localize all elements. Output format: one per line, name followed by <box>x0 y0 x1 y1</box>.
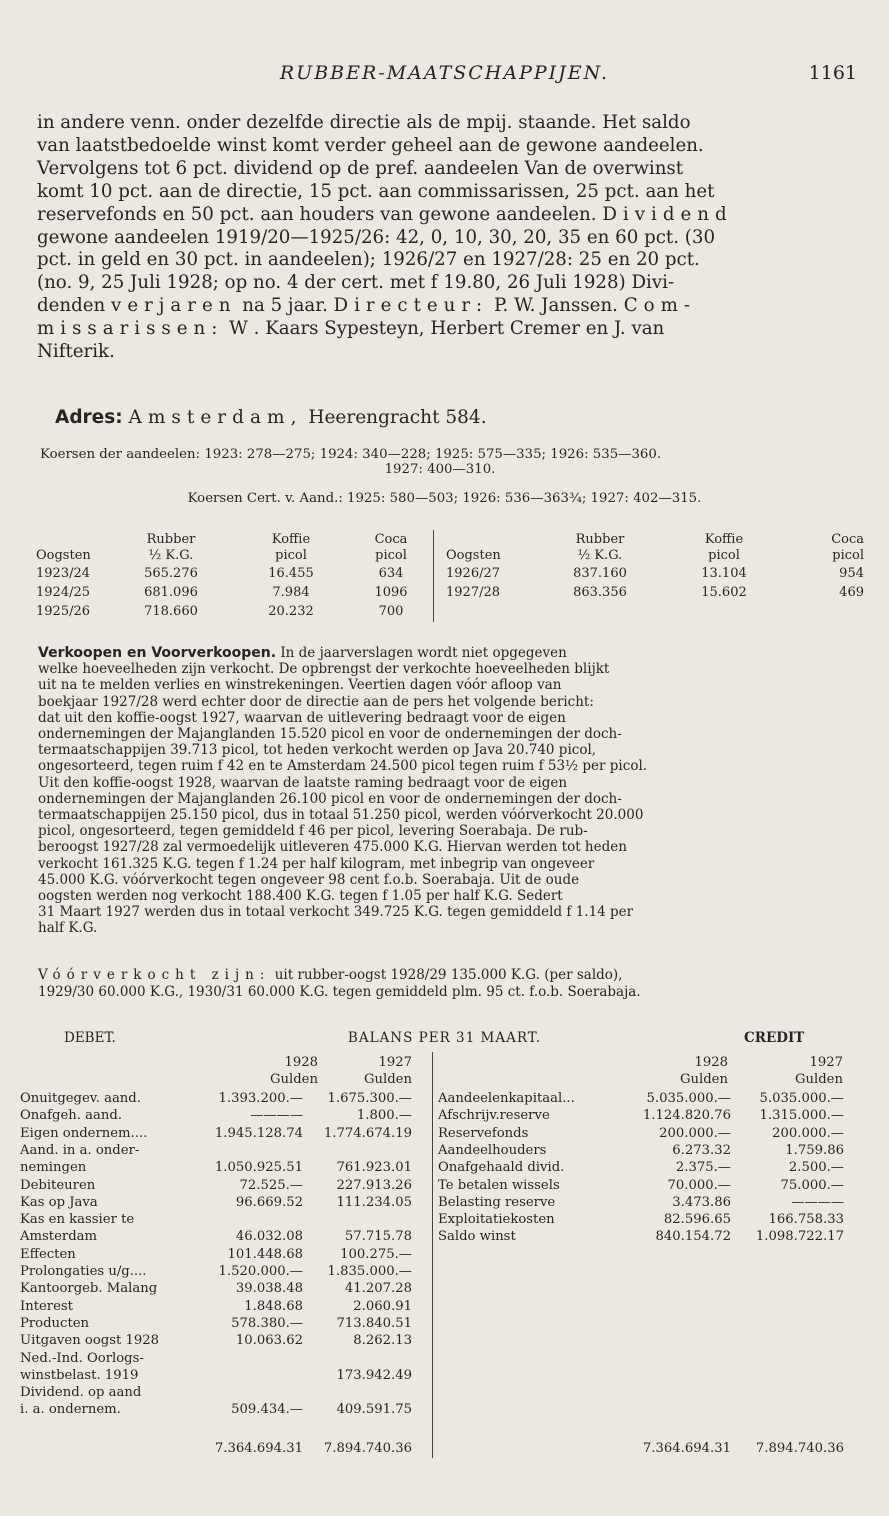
text-line: Nifterik. <box>37 341 115 363</box>
text-line <box>38 967 860 984</box>
text-line: oogsten werden nog verkocht 188.400 K.G. tegen f 1.05 per half K.G. Sedert <box>38 888 563 905</box>
text-line: half K.G. <box>38 920 98 937</box>
balans-row-value: 1.098.722.17 <box>755 1229 844 1245</box>
balans-row-value: 578.380.— <box>231 1315 303 1331</box>
balans-row-label: Kantoorgeb. Malang <box>20 1281 158 1297</box>
balans-row-label: Reservefonds <box>438 1125 529 1141</box>
balans-divider <box>432 1052 433 1458</box>
table-header-cell: Rubber <box>146 532 196 547</box>
koersen-cert-label: Koersen Cert. v. Aand.: <box>187 491 343 506</box>
text-line <box>37 204 860 227</box>
balans-row-value: 5.035.000.— <box>646 1091 731 1106</box>
year-header: 1928 <box>694 1055 728 1070</box>
text-line: 45.000 K.G. vóórverkocht tegen ongeveer 98 cent f.o.b. Soerabaja. Uit de oude <box>38 871 580 888</box>
table-header-cell: Rubber <box>575 532 625 547</box>
balans-credit-heading: CREDIT <box>744 1030 805 1046</box>
text-line: ongesorteerd, tegen ruim f 42 en te Amsterdam 24.500 picol tegen ruim f 53½ per picol. <box>38 758 648 775</box>
unit-header: Gulden <box>364 1072 412 1087</box>
balans-row-value: ———— <box>250 1108 303 1124</box>
intro-paragraph <box>37 112 860 364</box>
table-header-cell: ½ K.G. <box>148 548 194 563</box>
adres-city: Amsterdam, <box>128 407 303 428</box>
table-cell: 681.096 <box>144 585 198 600</box>
voorverkocht-paragraph <box>38 967 860 1000</box>
balans-row-label: Aandeelhouders <box>438 1142 547 1158</box>
balans-row-label: Effecten <box>20 1246 76 1262</box>
balans-row-value: 2.060.91 <box>353 1298 412 1314</box>
unit-header: Gulden <box>680 1072 728 1087</box>
verkoopen-heading: Verkoopen en Voorverkoopen. <box>38 645 277 661</box>
credit-total: 7.364.694.31 <box>642 1441 731 1456</box>
text-line: ondernemingen der Majanglanden 15.520 picol en voor de ondernemingen der doch- <box>38 726 622 743</box>
table-header-cell: ½ K.G. <box>577 548 623 563</box>
balans-row-value: 57.715.78 <box>344 1229 412 1245</box>
text-fragment: In de jaarverslagen wordt niet opgegeven <box>280 645 567 661</box>
text-line: komt 10 pct. aan de directie, 15 pct. aan commissarissen, 25 pct. aan het <box>37 180 715 202</box>
adres-label: Adres: <box>55 407 123 428</box>
voorverkocht-label: Vóórverkocht zijn: <box>38 967 271 983</box>
balans-row-value: 75.000.— <box>780 1177 844 1193</box>
table-cell: 700 <box>378 604 404 619</box>
table-cell: 7.984 <box>272 585 310 600</box>
balans-row-label: winstbelast. 1919 <box>20 1367 139 1383</box>
text-line: uit na te melden verlies en winstrekeningen. Veertien dagen vóór afloop van <box>38 677 562 694</box>
koersen-label: Koersen der aandeelen: <box>40 447 201 462</box>
balans-row-label: Belasting reserve <box>438 1194 556 1210</box>
balans-row-value: 96.669.52 <box>235 1194 303 1210</box>
table-cell: 13.104 <box>701 566 747 581</box>
table-cell: 565.276 <box>144 566 198 581</box>
text-fragment: na 5 jaar. <box>242 295 328 317</box>
table-cell: 634 <box>378 566 404 581</box>
koersen-aandeelen <box>40 447 860 477</box>
balans-row-value: 1.835.000.— <box>327 1264 412 1279</box>
balans-title: BALANS PER 31 MAART. <box>347 1030 542 1046</box>
koersen-cert <box>0 491 889 506</box>
balans-row-label: Eigen ondernem.... <box>20 1125 148 1141</box>
balans-row-value: 39.038.48 <box>235 1281 303 1297</box>
balans-row-value: 1.315.000.— <box>759 1108 844 1124</box>
table-header-cell: Koffie <box>704 532 744 547</box>
table-cell: 718.660 <box>144 604 198 619</box>
text-line <box>37 295 860 318</box>
text-line: 31 Maart 1927 werden dus in totaal verkocht 349.725 K.G. tegen gemiddeld f 1.14 per <box>38 904 634 921</box>
balans-row-value: 3.473.86 <box>672 1194 731 1210</box>
balans-row-value: 1.945.128.74 <box>214 1125 303 1141</box>
balans-row-value: 41.207.28 <box>344 1281 412 1297</box>
balans-row-label: Aandeelenkapitaal... <box>438 1091 575 1106</box>
directeur-label: Directeur: <box>333 295 489 317</box>
balans-row-label: Producten <box>20 1315 90 1331</box>
balans-credit-side <box>438 1055 868 1475</box>
balans-row-value: 409.591.75 <box>336 1402 412 1418</box>
table-header-cell: Oogsten <box>36 548 91 563</box>
text-line: 1929/30 60.000 K.G., 1930/31 60.000 K.G. tegen gemiddeld plm. 95 ct. f.o.b. Soerabaja. <box>38 983 641 1000</box>
table-cell: 20.232 <box>268 604 314 619</box>
balans-row-label: Ned.-Ind. Oorlogs- <box>20 1350 144 1366</box>
balans-row-value: 70.000.— <box>667 1177 731 1193</box>
year-header: 1927 <box>809 1055 843 1070</box>
balans-row-value: 1.800.— <box>356 1108 412 1124</box>
balans-debet-side <box>20 1055 432 1475</box>
balans-row-label: Prolongaties u/g.... <box>20 1264 147 1279</box>
koersen-values: 1923: 278—275; 1924: 340—228; 1925: 575—335; 1926: 535—360. <box>204 447 662 462</box>
table-header-cell: Coca <box>831 532 864 547</box>
text-line: van laatstbedoelde winst komt verder geheel aan de gewone aandeelen. <box>37 134 704 156</box>
balans-row-value: 227.913.26 <box>336 1177 412 1193</box>
debet-total: 7.364.694.31 <box>214 1441 303 1456</box>
balans-row-value: 1.393.200.— <box>218 1091 303 1106</box>
dividend-label: Dividend <box>602 203 733 225</box>
balans-row-value: 1.124.820.76 <box>642 1108 731 1124</box>
table-cell: 16.455 <box>268 566 314 581</box>
text-line <box>38 645 860 661</box>
balans-row-value: 509.434.— <box>231 1402 303 1418</box>
page-number: 1161 <box>808 62 857 84</box>
text-line: dat uit den koffie-oogst 1927, waarvan de uitlevering bedraagt voor de eigen <box>38 709 566 726</box>
text-line: termaatschappijen 39.713 picol, tot heden verkocht werden op Java 20.740 picol, <box>38 742 597 759</box>
text-line: in andere venn. onder dezelfde directie als de mpij. staande. Het saldo <box>37 112 691 133</box>
table-header-cell: picol <box>275 548 307 563</box>
verkoopen-paragraph <box>38 645 860 937</box>
table-header-cell: Oogsten <box>446 548 501 563</box>
balans-row-value: 6.273.32 <box>672 1142 731 1158</box>
table-cell: 1926/27 <box>446 566 501 581</box>
year-header: 1927 <box>378 1055 412 1070</box>
verjaren-label: verjaren <box>111 295 237 317</box>
balans-row-value: 8.262.13 <box>353 1333 412 1349</box>
koersen-values-2: 1927: 400—310. <box>384 462 496 477</box>
table-header-cell: Koffie <box>271 532 311 547</box>
balans-row-value: 1.774.674.19 <box>323 1125 412 1141</box>
balans-row-label: Interest <box>20 1298 73 1314</box>
adres-line <box>55 407 487 428</box>
table-divider <box>433 530 434 622</box>
debet-total: 7.894.740.36 <box>323 1441 412 1456</box>
balans-row-value: 2.500.— <box>788 1160 844 1176</box>
balans-row-value: 761.923.01 <box>336 1160 412 1176</box>
balans-row-label: Onafgehaald divid. <box>438 1160 565 1176</box>
balans-row-label: Afschrijv.reserve <box>438 1108 550 1124</box>
balans-row-label: Kas op Java <box>20 1194 98 1210</box>
balans-row-value: 100.275.— <box>340 1246 412 1262</box>
text-line: Uit den koffie-oogst 1928, waarvan de laatste raming bedraagt voor de eigen <box>38 774 568 791</box>
table-cell: 863.356 <box>573 585 627 600</box>
table-cell: 1923/24 <box>36 566 91 581</box>
table-header-cell: picol <box>708 548 740 563</box>
text-fragment: reservefonds en 50 pct. aan houders van gewone aandeelen. <box>37 203 597 225</box>
balans-row-label: Onuitgegev. aand. <box>20 1091 141 1106</box>
balans-row-value: 10.063.62 <box>235 1333 303 1349</box>
directeur-value: P. W. Janssen. <box>493 295 618 317</box>
balans-row-label: Uitgaven oogst 1928 <box>20 1333 160 1349</box>
text-line: boekjaar 1927/28 werd echter door de directie aan de pers het volgende bericht: <box>38 693 594 710</box>
text-line: ondernemingen der Majanglanden 26.100 picol en voor de ondernemingen der doch- <box>38 790 622 807</box>
commissarissen-value: W . Kaars Sypesteyn, Herbert Cremer en J. van <box>229 318 665 340</box>
commissarissen-label: Com- <box>623 295 697 317</box>
balans-row-label: Onafgeh. aand. <box>20 1108 123 1124</box>
adres-street: Heerengracht 584. <box>308 407 487 428</box>
balans-row-value: 166.758.33 <box>768 1212 844 1228</box>
balans-debet-heading: DEBET. <box>64 1030 116 1046</box>
page-header <box>0 62 889 88</box>
table-cell: 1925/26 <box>36 604 91 619</box>
text-fragment: denden <box>37 295 106 317</box>
balans-row-value: 1.520.000.— <box>218 1264 303 1279</box>
balans-row-label: Amsterdam <box>20 1229 98 1245</box>
balans-row-value: 1.675.300.— <box>327 1091 412 1106</box>
balans-row-label: Debiteuren <box>20 1177 96 1193</box>
balans-row-label: Kas en kassier te <box>20 1212 135 1228</box>
balans-row-value: 840.154.72 <box>655 1229 731 1245</box>
table-header-cell: picol <box>832 548 864 563</box>
balans-row-label: Te betalen wissels <box>438 1177 560 1193</box>
table-cell: 1096 <box>374 585 408 600</box>
balans-row-value: 200.000.— <box>772 1125 844 1141</box>
balans-row-value: ———— <box>791 1194 844 1210</box>
text-line: termaatschappijen 25.150 picol, dus in totaal 51.250 picol, werden vóórverkocht 20.000 <box>38 807 644 824</box>
balans-row-value: 111.234.05 <box>336 1194 412 1210</box>
balans-row-value: 5.035.000.— <box>759 1091 844 1106</box>
text-line: picol, ongesorteerd, tegen gemiddeld f 46 per picol, levering Soerabaja. De rub- <box>38 823 588 840</box>
credit-total: 7.894.740.36 <box>755 1441 844 1456</box>
unit-header: Gulden <box>795 1072 843 1087</box>
unit-header: Gulden <box>270 1072 318 1087</box>
table-header-cell: Coca <box>374 532 408 547</box>
balans-row-label: Exploitatiekosten <box>438 1212 555 1228</box>
balans-row-label: Aand. in a. onder- <box>20 1142 140 1158</box>
commissarissen-label: missarissen: <box>37 318 224 340</box>
table-cell: 954 <box>839 566 864 581</box>
balans-row-value: 2.375.— <box>675 1160 731 1176</box>
year-header: 1928 <box>284 1055 318 1070</box>
balans-row-value: 46.032.08 <box>235 1229 303 1245</box>
koersen-cert-values: 1925: 580—503; 1926: 536—363¾; 1927: 402—315. <box>347 491 702 506</box>
table-cell: 469 <box>839 585 864 600</box>
text-fragment: uit rubber-oogst 1928/29 135.000 K.G. (per saldo), <box>274 967 623 983</box>
balans-row-value: 72.525.— <box>239 1177 303 1193</box>
text-line: verkocht 161.325 K.G. tegen f 1.24 per half kilogram, met inbegrip van ongeveer <box>38 855 595 872</box>
text-line: Vervolgens tot 6 pct. dividend op de pref. aandeelen Van de overwinst <box>37 157 684 179</box>
table-header-cell: picol <box>375 548 407 563</box>
table-cell: 15.602 <box>701 585 747 600</box>
table-cell: 1927/28 <box>446 585 501 600</box>
balans-row-value: 713.840.51 <box>336 1315 412 1331</box>
balans-row-label: Dividend. op aand <box>20 1385 142 1401</box>
balans-row-label: Saldo winst <box>438 1229 516 1245</box>
balans-row-value: 1.050.925.51 <box>214 1160 303 1176</box>
text-line: pct. in geld en 30 pct. in aandeelen); 1926/27 en 1927/28: 25 en 20 pct. <box>37 249 700 271</box>
text-line <box>37 318 860 341</box>
balans-row-label: nemingen <box>20 1160 87 1176</box>
text-line: beroogst 1927/28 zal vermoedelijk uitleveren 475.000 K.G. Hiervan werden tot heden <box>38 839 627 856</box>
table-cell: 1924/25 <box>36 585 91 600</box>
text-line: welke hoeveelheden zijn verkocht. De opbrengst der verkochte hoeveelheden blijkt <box>38 661 610 678</box>
running-title: RUBBER-MAATSCHAPPIJEN. <box>279 62 610 84</box>
balans-row-value: 1.848.68 <box>244 1298 303 1314</box>
table-cell: 837.160 <box>573 566 627 581</box>
balans-row-label: i. a. ondernem. <box>20 1402 121 1418</box>
text-line: (no. 9, 25 Juli 1928; op no. 4 der cert. met f 19.80, 26 Juli 1928) Divi- <box>37 272 675 294</box>
balans-row-value: 173.942.49 <box>336 1367 412 1383</box>
balans-row-value: 82.596.65 <box>663 1212 731 1228</box>
balans-row-value: 1.759.86 <box>785 1142 844 1158</box>
balans-row-value: 200.000.— <box>659 1125 731 1141</box>
balans-row-value: 101.448.68 <box>227 1246 303 1262</box>
text-line: gewone aandeelen 1919/20—1925/26: 42, 0, 10, 30, 20, 35 en 60 pct. (30 <box>37 226 716 248</box>
